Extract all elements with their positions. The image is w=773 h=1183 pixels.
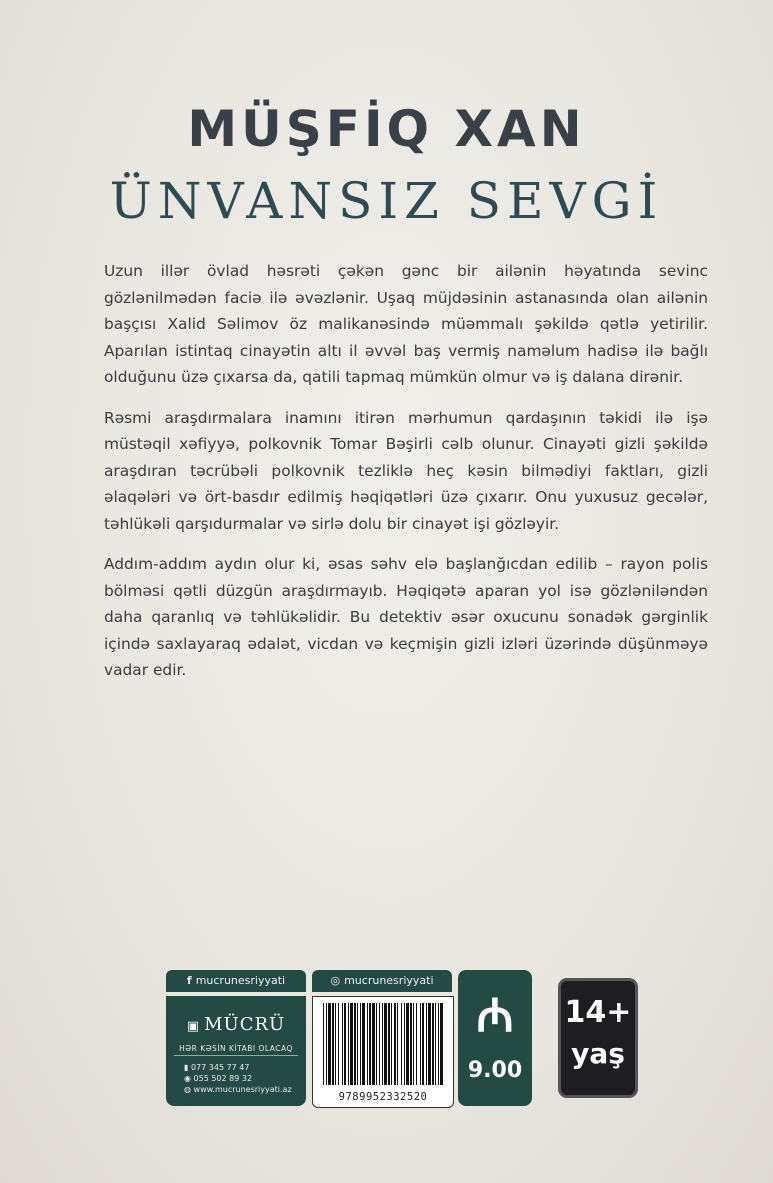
barcode-bar: [401, 1003, 402, 1085]
isbn-barcode: [312, 996, 454, 1108]
instagram-handle: [312, 970, 452, 992]
barcode-bar: [362, 1003, 365, 1085]
barcode-bar: [338, 1003, 339, 1085]
age-rating-value: 14+: [564, 995, 632, 1030]
barcode-bar: [326, 1003, 327, 1085]
publisher-brand: MÜCRÜ: [204, 1014, 286, 1035]
barcode-bar: [350, 1003, 353, 1085]
book-icon: ▣: [186, 1019, 201, 1034]
blurb: [104, 258, 708, 698]
manat-icon: ₼: [476, 988, 514, 1042]
phone-1: 077 345 77 47: [190, 1063, 250, 1072]
phone-2: 055 502 89 32: [193, 1074, 253, 1083]
barcode-bar: [410, 1003, 412, 1085]
barcode-bar: [404, 1003, 405, 1085]
whatsapp-icon: ◉: [184, 1074, 194, 1083]
publisher-logo: [166, 1014, 306, 1035]
barcode-bar: [332, 1003, 334, 1085]
barcode-bar: [376, 1003, 377, 1085]
instagram-icon: ◎: [330, 974, 341, 987]
barcode-bar: [348, 1003, 349, 1085]
book-title: ÜNVANSIZ SEVGİ: [109, 172, 664, 230]
barcode-bar: [328, 1003, 331, 1085]
barcode-bars: [323, 1003, 443, 1085]
barcode-bar: [420, 1003, 421, 1085]
barcode-bar: [335, 1003, 336, 1085]
age-rating-badge: [558, 978, 638, 1098]
isbn-number: 9789952332520: [338, 1091, 428, 1103]
barcode-bar: [342, 1003, 343, 1085]
publisher-slogan: HƏR KƏSİN KİTABI OLACAQ: [174, 1044, 298, 1056]
barcode-bar: [435, 1003, 436, 1085]
blurb-paragraph-1: Uzun illər övlad həsrəti çəkən gənc bir ailənin həyatında sevinc gözlənilmədən faciə ilə əvəzlənir. Uşaq müjdəsinin astanasında olan ailənin başçısı Xalid Səlimov öz malikanəsində müəmmalı şəkildə qətlə yetirilir. Aparılan istintaq cinayətin altı il əvvəl baş vermiş naməlum hadisə ilə bağlı olduğunu üzə çıxarsa da, qatili tapmaq mümkün olmur və iş dalana dirənir.: [104, 262, 708, 386]
website: www.mucrunesriyyati.az: [193, 1085, 292, 1094]
barcode-bar: [440, 1003, 443, 1085]
barcode-bar: [416, 1003, 417, 1085]
barcode-bar: [422, 1003, 424, 1085]
author-name: MÜŞFİQ XAN: [187, 100, 586, 158]
blurb-paragraph-2: Rəsmi araşdırmalara inamını itirən mərhumun qardaşının təkidi ilə işə müstəqil xəfiyyə, polkovnik Tomar Bəşirli cəlb olunur. Cinayəti gizli şəkildə araşdıran təcrübəli polkovnik tezliklə heç kəsin bilmədiyi faktları, gizli əlaqələri və ört-basdır edilmiş həqiqətləri üzə çıxarır. Onu yuxusuz gecələr, təhlükəli qarşıdurmalar və sirlə dolu bir cinayət işi gözləyir.: [104, 408, 708, 533]
barcode-bar: [391, 1003, 392, 1085]
barcode-bar: [357, 1003, 358, 1085]
barcode-bar: [354, 1003, 356, 1085]
globe-icon: ◍: [184, 1085, 194, 1094]
barcode-bar: [388, 1003, 390, 1085]
publisher-contacts: [184, 1062, 292, 1095]
publisher-panel: [166, 996, 306, 1106]
barcode-bar: [372, 1003, 375, 1085]
facebook-icon: f: [186, 974, 192, 987]
facebook-text: mucrunesriyyati: [195, 974, 286, 987]
barcode-bar: [428, 1003, 431, 1085]
barcode-bar: [360, 1003, 361, 1085]
price-amount: 9.00: [467, 1058, 523, 1083]
blurb-paragraph-3: Addım-addım aydın olur ki, əsas səhv elə başlanğıcdan edilib – rayon polis bölməsi qətli düzgün araşdırmayıb. Həqiqətə aparan yol isə gözləniləndən daha qaranlıq və təhlükəlidir. Bu detektiv əsər oxucunu sonadək gərginlik içində saxlayaraq ədalət, vicdan və keçmişin gizli izləri üzərində düşünməyə vadar edir.: [104, 555, 708, 679]
barcode-bar: [384, 1003, 387, 1085]
price-tag: [458, 970, 532, 1106]
phone-icon: ▮: [184, 1063, 191, 1072]
barcode-bar: [426, 1003, 427, 1085]
barcode-bar: [438, 1003, 439, 1085]
barcode-bar: [323, 1003, 324, 1085]
barcode-bar: [379, 1003, 380, 1085]
barcode-bar: [367, 1003, 368, 1085]
facebook-handle: [166, 970, 306, 992]
barcode-bar: [397, 1003, 398, 1085]
barcode-bar: [369, 1003, 371, 1085]
barcode-bar: [394, 1003, 396, 1085]
barcode-bar: [413, 1003, 414, 1085]
barcode-bar: [382, 1003, 383, 1085]
barcode-bar: [432, 1003, 434, 1085]
barcode-bar: [344, 1003, 346, 1085]
instagram-text: mucrunesriyyati: [344, 974, 434, 987]
age-rating-label: yaş: [571, 1037, 625, 1070]
barcode-bar: [406, 1003, 409, 1085]
